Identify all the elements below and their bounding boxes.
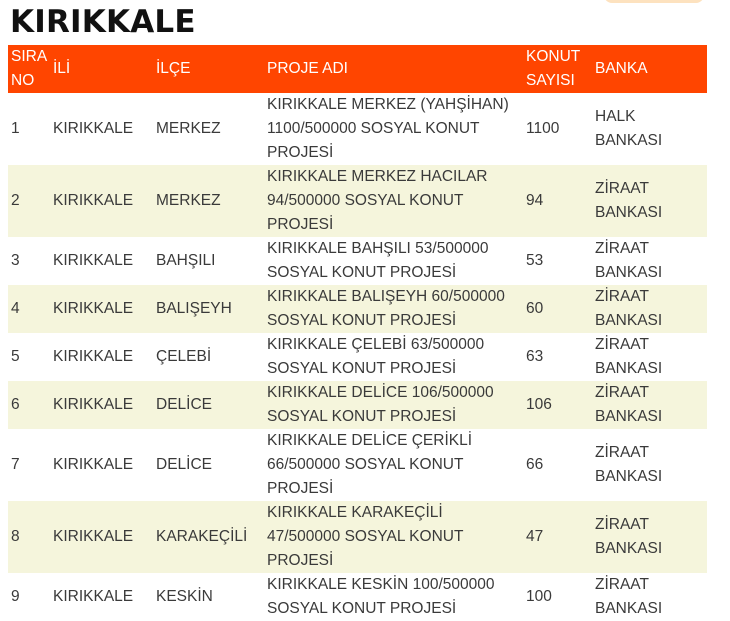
column-header-ilce: İLÇE [153, 45, 264, 93]
cell-konut-sayisi: 1100 [526, 120, 560, 137]
column-header-ili: İLİ [50, 45, 153, 93]
column-header-konut-sayisi: KONUT SAYISI [523, 45, 592, 93]
cell-ilce: MERKEZ [156, 120, 221, 137]
table-row [8, 165, 707, 237]
cell-il: KIRIKKALE [50, 165, 153, 237]
cell-proje-adi: KIRIKKALE DELİCE 106/500000 SOSYAL KONUT PROJESİ [264, 381, 523, 429]
cell-banka: HALK BANKASI [595, 108, 663, 149]
cell-il: KIRIKKALE [53, 588, 134, 605]
cell-ilce: MERKEZ [153, 165, 264, 237]
cell-konut-sayisi: 100 [526, 588, 552, 605]
cell-proje-adi: KIRIKKALE KARAKEÇİLİ 47/500000 SOSYAL KONUT PROJESİ [264, 501, 523, 573]
cell-banka: ZİRAAT BANKASI [595, 240, 663, 281]
cell-banka: ZİRAAT BANKASI [592, 165, 707, 237]
housing-projects-table [8, 45, 707, 621]
cell-banka: ZİRAAT BANKASI [592, 501, 707, 573]
table-row [8, 381, 707, 429]
cell-proje-adi: KIRIKKALE MERKEZ HACILAR 94/500000 SOSYAL KONUT PROJESİ [264, 165, 523, 237]
cell-il: KIRIKKALE [50, 501, 153, 573]
cell-ilce: BAHŞILI [156, 252, 216, 269]
cell-proje-adi: KIRIKKALE BALIŞEYH 60/500000 SOSYAL KONUT PROJESİ [264, 285, 523, 333]
cell-proje-adi: KIRIKKALE DELİCE ÇERİKLİ 66/500000 SOSYAL KONUT PROJESİ [267, 432, 473, 497]
cell-proje-adi: KIRIKKALE ÇELEBİ 63/500000 SOSYAL KONUT PROJESİ [267, 336, 485, 377]
cell-ilce: BALIŞEYH [153, 285, 264, 333]
cell-il: KIRIKKALE [53, 252, 134, 269]
column-header-proje-adi: PROJE ADI [264, 45, 523, 93]
cell-konut-sayisi: 60 [523, 285, 592, 333]
table-row [8, 93, 707, 165]
cell-banka: ZİRAAT BANKASI [592, 285, 707, 333]
cell-proje-adi: KIRIKKALE MERKEZ (YAHŞİHAN) 1100/500000 SOSYAL KONUT PROJESİ [267, 96, 509, 161]
table-row [8, 573, 707, 621]
cell-il: KIRIKKALE [53, 348, 134, 365]
cell-konut-sayisi: 106 [523, 381, 592, 429]
cell-sira-no: 6 [8, 381, 50, 429]
cell-banka: ZİRAAT BANKASI [595, 336, 663, 377]
cell-ilce: KARAKEÇİLİ [153, 501, 264, 573]
cell-sira-no: 5 [11, 348, 20, 365]
table-row [8, 237, 707, 285]
cell-ilce: DELİCE [156, 456, 212, 473]
cell-proje-adi: KIRIKKALE BAHŞILI 53/500000 SOSYAL KONUT PROJESİ [267, 240, 489, 281]
cell-ilce: KESKİN [156, 588, 213, 605]
cell-il: KIRIKKALE [53, 456, 134, 473]
cell-banka: ZİRAAT BANKASI [595, 444, 663, 485]
column-header-sira-no: SIRA NO [8, 45, 50, 93]
top-banner-button-edge[interactable] [604, 0, 704, 3]
cell-ilce: DELİCE [153, 381, 264, 429]
cell-ilce: ÇELEBİ [156, 348, 212, 365]
column-header-banka: BANKA [592, 45, 707, 93]
cell-konut-sayisi: 94 [523, 165, 592, 237]
cell-konut-sayisi: 53 [526, 252, 544, 269]
cell-il: KIRIKKALE [53, 120, 134, 137]
table-row [8, 501, 707, 573]
table-header-row [8, 45, 707, 93]
cell-proje-adi: KIRIKKALE KESKİN 100/500000 SOSYAL KONUT PROJESİ [267, 576, 495, 617]
cell-konut-sayisi: 66 [526, 456, 544, 473]
cell-sira-no: 2 [8, 165, 50, 237]
cell-sira-no: 4 [8, 285, 50, 333]
cell-sira-no: 7 [11, 456, 20, 473]
cell-sira-no: 8 [8, 501, 50, 573]
cell-sira-no: 9 [11, 588, 20, 605]
cell-banka: ZİRAAT BANKASI [595, 576, 663, 617]
cell-sira-no: 1 [11, 120, 20, 137]
table-row [8, 333, 707, 381]
cell-banka: ZİRAAT BANKASI [592, 381, 707, 429]
cell-il: KIRIKKALE [50, 381, 153, 429]
cell-konut-sayisi: 63 [526, 348, 544, 365]
cell-konut-sayisi: 47 [523, 501, 592, 573]
cell-il: KIRIKKALE [50, 285, 153, 333]
page-title: KIRIKKALE [10, 4, 196, 40]
table-row [8, 285, 707, 333]
table-row [8, 429, 707, 501]
cell-sira-no: 3 [11, 252, 20, 269]
